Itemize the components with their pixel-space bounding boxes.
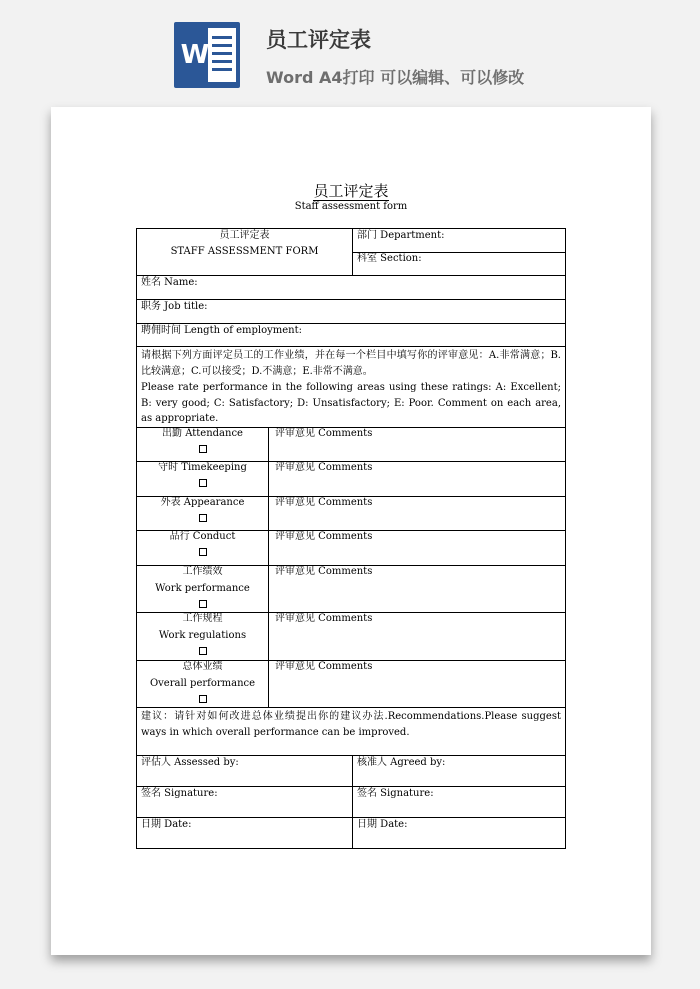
conduct-checkbox[interactable] bbox=[199, 548, 207, 556]
timekeeping-comments[interactable]: 评审意见 Comments bbox=[275, 462, 373, 473]
instructions-en: Please rate performance in the following areas using these ratings: A: Excellent; B: very good; C: Satisfactory; D: Unsatisfactory; E: Poor. Comment on each area, as appropriate. bbox=[141, 382, 561, 424]
name-field[interactable]: 姓名 Name: bbox=[141, 277, 198, 288]
overall-performance-checkbox[interactable] bbox=[199, 695, 207, 703]
criteria-overall-performance-en: Overall performance bbox=[149, 678, 256, 689]
assessment-form-table bbox=[136, 228, 566, 849]
criteria-work-regulations-en: Work regulations bbox=[158, 630, 247, 641]
attendance-checkbox[interactable] bbox=[199, 445, 207, 453]
criteria-appearance-label: 外表 Appearance bbox=[160, 497, 245, 508]
document-page bbox=[51, 107, 651, 955]
overall-performance-comments[interactable]: 评审意见 Comments bbox=[275, 661, 373, 672]
department-field[interactable]: 部门 Department: bbox=[357, 230, 445, 241]
assessed-by-field[interactable]: 评估人 Assessed by: bbox=[141, 757, 239, 768]
instructions-cn: 请根据下列方面评定员工的工作业绩，并在每一个栏目中填写你的评审意见：A.非常满意；B.比较满意；C.可以接受；D.不满意；E.非常不满意。 bbox=[141, 350, 561, 377]
form-header-cn: 员工评定表 bbox=[219, 230, 270, 241]
signature-left-field[interactable]: 签名 Signature: bbox=[141, 788, 218, 799]
header-banner bbox=[0, 0, 700, 100]
attendance-comments[interactable]: 评审意见 Comments bbox=[275, 428, 373, 439]
timekeeping-checkbox[interactable] bbox=[199, 479, 207, 487]
word-document-icon bbox=[174, 22, 240, 88]
work-performance-checkbox[interactable] bbox=[199, 600, 207, 608]
criteria-overall-performance-cn: 总体业绩 bbox=[182, 661, 223, 672]
date-left-field[interactable]: 日期 Date: bbox=[141, 819, 192, 830]
signature-right-field[interactable]: 签名 Signature: bbox=[357, 788, 434, 799]
employment-length-field[interactable]: 聘佣时间 Length of employment: bbox=[141, 325, 303, 336]
job-title-field[interactable]: 职务 Job title: bbox=[141, 301, 208, 312]
criteria-attendance-label: 出勤 Attendance bbox=[162, 428, 243, 439]
section-field[interactable]: 科室 Section: bbox=[357, 253, 422, 264]
recommendations-field[interactable]: 建议：请针对如何改进总体业绩提出你的建议办法.Recommendations.Please suggest ways in which overall performance can be improved. bbox=[141, 711, 561, 738]
document-sheet-icon bbox=[208, 28, 236, 82]
work-regulations-comments[interactable]: 评审意见 Comments bbox=[275, 613, 373, 624]
criteria-timekeeping-label: 守时 Timekeeping bbox=[158, 462, 247, 473]
document-title: 员工评定表 bbox=[313, 182, 389, 200]
appearance-comments[interactable]: 评审意见 Comments bbox=[275, 497, 373, 508]
agreed-by-field[interactable]: 核准人 Agreed by: bbox=[357, 757, 446, 768]
criteria-work-performance-en: Work performance bbox=[155, 583, 250, 594]
word-letter: W bbox=[180, 40, 210, 70]
criteria-work-regulations-cn: 工作规程 bbox=[182, 613, 223, 624]
work-performance-comments[interactable]: 评审意见 Comments bbox=[275, 566, 373, 577]
form-header-en: STAFF ASSESSMENT FORM bbox=[170, 246, 319, 257]
document-subtitle: Staff assessment form bbox=[294, 201, 408, 212]
criteria-conduct-label: 品行 Conduct bbox=[169, 531, 236, 542]
work-regulations-checkbox[interactable] bbox=[199, 647, 207, 655]
banner-subtitle: Word A4打印 可以编辑、可以修改 bbox=[266, 68, 525, 87]
banner-title: 员工评定表 bbox=[266, 28, 371, 52]
criteria-work-performance-cn: 工作绩效 bbox=[182, 566, 223, 577]
appearance-checkbox[interactable] bbox=[199, 514, 207, 522]
date-right-field[interactable]: 日期 Date: bbox=[357, 819, 408, 830]
conduct-comments[interactable]: 评审意见 Comments bbox=[275, 531, 373, 542]
